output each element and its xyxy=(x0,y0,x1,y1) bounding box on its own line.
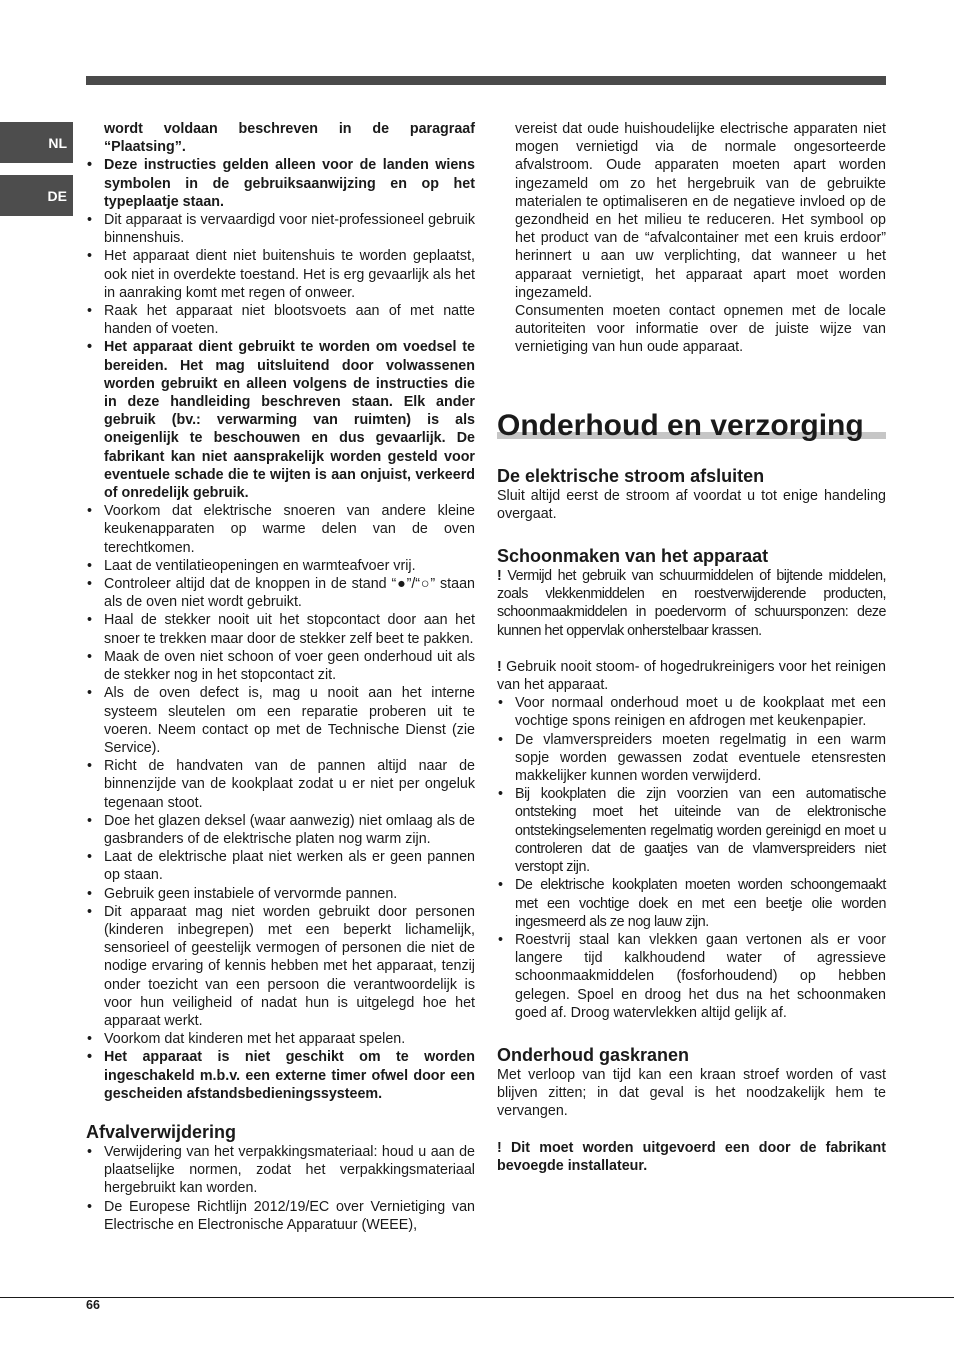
language-tab-nl[interactable]: NL xyxy=(0,122,73,163)
list-item: • Doe het glazen deksel (waar aanwezig) niet omlaag als de gasbranders of de elektrische platen nog warm zijn. xyxy=(86,812,475,848)
list-item: • Controleer altijd dat de knoppen in de stand “●”/“○” staan als de oven niet wordt gebruikt. xyxy=(86,575,475,611)
list-item: • Laat de ventilatieopeningen en warmteafvoer vrij. xyxy=(86,557,475,575)
section-heading-stroom: De elektrische stroom afsluiten xyxy=(497,465,765,486)
list-item: • Dit apparaat mag niet worden gebruikt door personen (kinderen inbegrepen) met een beperkt lichamelijk, sensorieel of geestelijk vermogen of personen die niet de nodige ervaring of kennis hebben met het apparaat, tenzij onder toezicht van een persoon die verantwoordelijk is voor hun veiligheid of nadat hun is uitgelegd hoe het apparaat werkt. xyxy=(86,903,475,1030)
warning-text: Vermijd het gebruik van schuurmiddelen of bijtende middelen, zoals vlekkenmiddelen en roestverwijderende producten, schoonmaakmiddelen in poedervorm of schuursponzen: deze kunnen het oppervlak onherstelbaar krassen. xyxy=(497,568,886,639)
footer-rule xyxy=(0,1297,954,1298)
list-item: • Gebruik geen instabiele of vervormde pannen. xyxy=(86,885,475,903)
warning-steam xyxy=(497,658,886,694)
warning-text: Gebruik nooit stoom- of hogedrukreinigers voor het reinigen van het apparaat. xyxy=(497,658,886,694)
list-item: • Voorkom dat elektrische snoeren van andere kleine keukenapparaten op warme delen van de oven terechtkomen. xyxy=(86,502,475,557)
main-heading-text: Onderhoud en verzorging xyxy=(497,408,864,442)
warning-installer xyxy=(497,1139,886,1175)
list-item: • Dit apparaat is vervaardigd voor niet-professioneel gebruik binnenshuis. xyxy=(86,211,475,247)
list-item: • Roestvrij staal kan vlekken gaan vertonen als er voor langere tijd kalkhoudend water of agressieve schoonmaakmiddelen (fosforhoudend) op hebben gelegen. Spoel en droog het dus na het schoonmaken goed af. Droog watervlekken altijd gelijk af. xyxy=(497,931,886,1022)
list-item: • Raak het apparaat niet blootsvoets aan of met natte handen of voeten. xyxy=(86,302,475,338)
disposal-paragraph: vereist dat oude huishoudelijke electrische apparaten niet mogen vernietigd via de normale ongesorteerde afvalstroom. Oude apparaten moeten apart worden ingezameld om zo het hergebruik van de gebruikte materialen te optimaliseren en de negatieve invloed op de gezondheid en het milieu te reduceren. Het symbool op het product van de “afvalcontainer met een kruis erdoor” herinnert u aan uw verplichting, dat wanneer u het apparaat vernietigt, het apparaat apart moet worden ingezameld. xyxy=(515,121,886,301)
list-item: wordt voldaan beschreven in de paragraaf “Plaatsing”. xyxy=(104,121,475,156)
section-heading-afvalverwijdering: Afvalverwijdering xyxy=(86,1121,237,1142)
right-column xyxy=(497,120,886,1175)
list-item: • Voorkom dat kinderen met het apparaat spelen. xyxy=(86,1030,475,1048)
list-item: • Als de oven defect is, mag u nooit aan het interne systeem sleutelen om een reparatie proberen uit te voeren. Neem contact op met de Technische Dienst (zie Service). xyxy=(86,684,475,757)
list-item: • Bij kookplaten die zijn voorzien van een automatische ontsteking moet het uiteinde van de elektronische ontstekingselementen regelmatig worden gereinigd en moet u controleren dat de gaatjes van de vlamverspreiders niet verstopt zijn. xyxy=(497,785,886,876)
warning-icon: ! xyxy=(497,658,502,675)
section-text-gaskranen: Met verloop van tijd kan een kraan stroef worden of vast blijven zitten; in dat geval is het noodzakelijk hem te vervangen. xyxy=(497,1066,886,1120)
list-item: • Laat de elektrische plaat niet werken als er geen pannen op staan. xyxy=(86,848,475,884)
list-item: • Deze instructies gelden alleen voor de landen wiens symbolen in de gebruiksaanwijzing en op het typeplaatje staan. xyxy=(86,156,475,211)
list-item: • De Europese Richtlijn 2012/19/EC over Vernietiging van Electrische en Electronische Apparatuur (WEEE), xyxy=(86,1198,475,1234)
warning-text: Dit moet worden uitgevoerd een door de fabrikant bevoegde installateur. xyxy=(497,1139,886,1174)
top-bar xyxy=(86,76,886,85)
list-item: • Het apparaat is niet geschikt om te worden ingeschakeld m.b.v. een externe timer ofwel door een gescheiden afstandsbedieningssysteem. xyxy=(86,1048,475,1103)
warning-icon: ! xyxy=(497,1139,502,1156)
safety-list xyxy=(86,120,475,1103)
section-text-stroom: Sluit altijd eerst de stroom af voordat u tot enige handeling overgaat. xyxy=(497,487,886,522)
main-heading xyxy=(497,409,886,443)
disposal-paragraph-2: Consumenten moeten contact opnemen met de locale autoriteiten voor informatie over de juiste wijze van vernietiging van hun oude apparaat. xyxy=(515,303,886,356)
list-item: • Verwijdering van het verpakkingsmateriaal: houd u aan de plaatselijke normen, zodat het verpakkingsmateriaal hergebruikt kan worden. xyxy=(86,1143,475,1198)
list-item: • Voor normaal onderhoud moet u de kookplaat met een vochtige spons reinigen en afdrogen met keukenpapier. xyxy=(497,694,886,730)
list-item: • Het apparaat dient gebruikt te worden om voedsel te bereiden. Het mag uitsluitend door volwassenen worden gebruikt en alleen volgens de instructies die in deze handleiding beschreven staan. Elk ander gebruik (bv.: verwarming van ruimten) is als oneigenlijk te beschouwen en dus gevaarlijk. De fabrikant kan niet aansprakelijk worden gesteld voor eventuele schade die te wijten is aan onjuist, verkeerd of onredelijk gebruik. xyxy=(86,338,475,502)
warning-icon: ! xyxy=(497,568,502,585)
cleaning-list xyxy=(497,694,886,1022)
list-item: • Maak de oven niet schoon of voer geen onderhoud uit als de stekker nog in het stopcontact zit. xyxy=(86,648,475,684)
list-item: • Het apparaat dient niet buitenshuis te worden geplaatst, ook niet in overdekte toestand. Het is erg gevaarlijk als het in aanraking komt met regen of onweer. xyxy=(86,247,475,302)
page-number: 66 xyxy=(86,1298,100,1312)
list-item: • Haal de stekker nooit uit het stopcontact door aan het snoer te trekken maar door de stekker zelf beet te pakken. xyxy=(86,611,475,647)
list-item: • Richt de handvaten van de pannen altijd naar de binnenzijde van de kookplaat zodat u er niet per ongeluk tegenaan stoot. xyxy=(86,757,475,812)
section-heading-schoonmaken: Schoonmaken van het apparaat xyxy=(497,546,769,567)
language-tab-de[interactable]: DE xyxy=(0,175,73,216)
left-column xyxy=(86,120,475,1234)
disposal-list xyxy=(86,1143,475,1234)
list-item: • De vlamverspreiders moeten regelmatig in een warm sopje worden gewassen zodat eventuele etensresten makkelijker kunnen worden verwijderd. xyxy=(497,731,886,786)
warning-abrasives xyxy=(497,567,886,640)
section-heading-gaskranen: Onderhoud gaskranen xyxy=(497,1044,690,1065)
list-item: • De elektrische kookplaten moeten worden schoongemaakt met een vochtige doek en met een beetje olie worden ingesmeerd als ze nog lauw zijn. xyxy=(497,876,886,931)
